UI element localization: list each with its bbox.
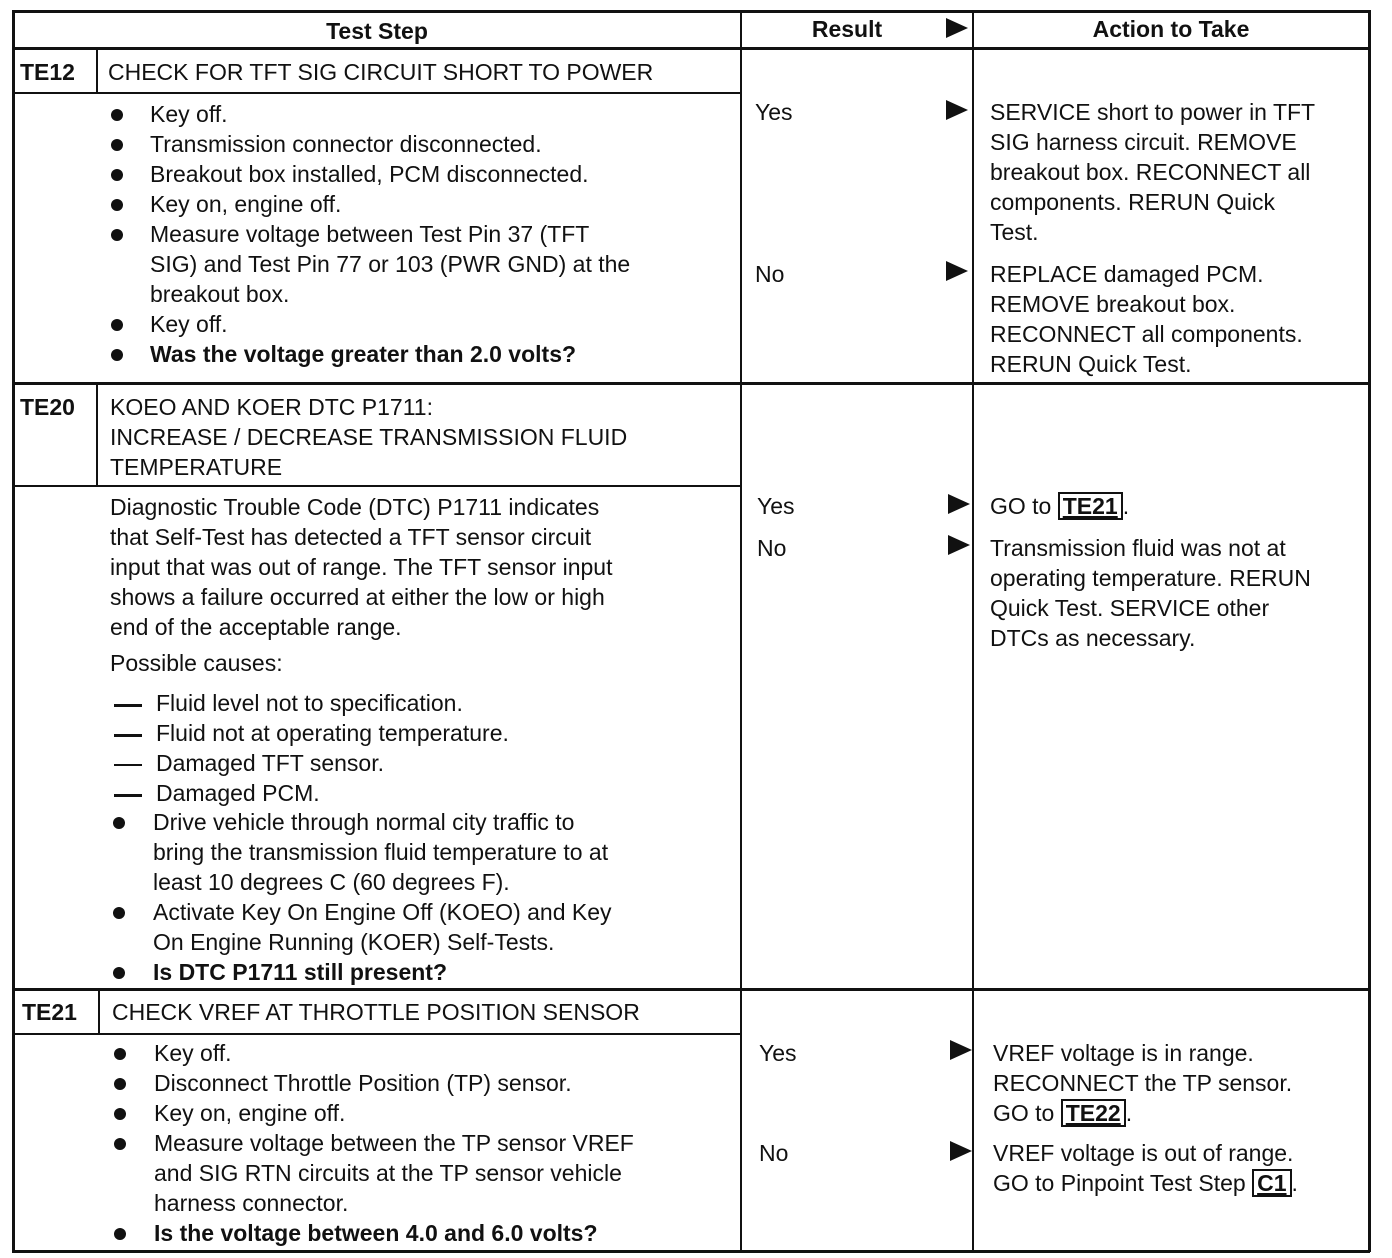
te21-yes-action: VREF voltage is in range. xyxy=(993,1040,1254,1066)
te12-step: Key off. xyxy=(150,101,228,127)
bullet-icon xyxy=(113,907,125,919)
te21-step-id: TE21 xyxy=(22,999,77,1025)
te12-no-action: RECONNECT all components. xyxy=(990,321,1303,347)
te12-no-action: REPLACE damaged PCM. xyxy=(990,261,1264,287)
te20-no-action: operating temperature. RERUN xyxy=(990,565,1311,591)
te21-yes-action-suffix: . xyxy=(1125,1100,1133,1126)
te22-reference-link[interactable]: TE22 xyxy=(1061,1099,1126,1127)
header-test-step: Test Step xyxy=(326,18,428,44)
result-arrow-icon xyxy=(950,1040,972,1060)
header-arrow-icon xyxy=(946,18,968,38)
te20-title: KOEO AND KOER DTC P1711: xyxy=(110,394,433,420)
te21-title-divider xyxy=(12,1033,740,1035)
te20-result-yes: Yes xyxy=(757,493,795,519)
te21-no-action-suffix: . xyxy=(1291,1170,1298,1196)
te20-title-divider xyxy=(12,485,740,487)
te12-result-yes: Yes xyxy=(755,99,793,125)
te20-description: Diagnostic Trouble Code (DTC) P1711 indicates xyxy=(110,494,600,520)
te20-yes-action-suffix: . xyxy=(1122,493,1130,519)
te21-result-yes: Yes xyxy=(759,1040,797,1066)
te20-id-divider xyxy=(96,385,98,487)
te12-step: Key off. xyxy=(150,311,228,337)
te20-step: least 10 degrees C (60 degrees F). xyxy=(153,869,510,895)
te21-question: Is the voltage between 4.0 and 6.0 volts? xyxy=(154,1220,598,1246)
header-result: Result xyxy=(811,16,883,42)
bullet-icon xyxy=(111,169,123,181)
bullet-icon xyxy=(114,1138,126,1150)
te20-no-action: Quick Test. SERVICE other xyxy=(990,595,1270,621)
te20-cause: Fluid not at operating temperature. xyxy=(156,720,509,746)
te20-description: input that was out of range. The TFT sensor input xyxy=(110,554,613,580)
dash-icon xyxy=(114,794,142,797)
te12-yes-action: breakout box. RECONNECT all xyxy=(990,159,1311,185)
te12-step: Transmission connector disconnected. xyxy=(150,131,542,157)
te20-question: Is DTC P1711 still present? xyxy=(153,959,448,985)
te20-step: Activate Key On Engine Off (KOEO) and Key xyxy=(153,899,612,925)
table-border-top xyxy=(12,10,1370,13)
te21-yes-action-goto xyxy=(993,1098,1132,1128)
result-column-divider xyxy=(740,10,742,1252)
header-divider xyxy=(12,47,1370,50)
te12-yes-action: SERVICE short to power in TFT xyxy=(990,99,1316,125)
te20-step-id: TE20 xyxy=(20,394,75,420)
te20-cause: Damaged TFT sensor. xyxy=(156,750,384,776)
bullet-icon xyxy=(111,229,123,241)
result-arrow-icon xyxy=(946,100,968,120)
te21-reference-link[interactable]: TE21 xyxy=(1058,492,1123,520)
bullet-icon xyxy=(114,1228,126,1240)
te21-result-no: No xyxy=(759,1140,789,1166)
te20-title: TEMPERATURE xyxy=(110,454,283,480)
header-action: Action to Take xyxy=(1092,16,1250,42)
dash-icon xyxy=(114,704,142,707)
bullet-icon xyxy=(113,967,125,979)
te12-step: Measure voltage between Test Pin 37 (TFT xyxy=(150,221,590,247)
te12-step-id: TE12 xyxy=(20,59,75,85)
te21-no-action-prefix: GO to Pinpoint Test Step xyxy=(993,1170,1246,1196)
te21-step: Key off. xyxy=(154,1040,232,1066)
te21-no-action: VREF voltage is out of range. xyxy=(993,1140,1294,1166)
bullet-icon xyxy=(111,139,123,151)
te20-yes-action-prefix: GO to xyxy=(990,493,1052,519)
te21-yes-action: RECONNECT the TP sensor. xyxy=(993,1070,1293,1096)
te20-description: end of the acceptable range. xyxy=(110,614,402,640)
row-divider-te21 xyxy=(12,988,1370,991)
te21-title: CHECK VREF AT THROTTLE POSITION SENSOR xyxy=(112,999,640,1025)
te12-title-divider xyxy=(12,92,740,94)
te20-no-action: DTCs as necessary. xyxy=(990,625,1196,651)
te21-yes-action-prefix: GO to xyxy=(993,1100,1055,1126)
te12-yes-action: Test. xyxy=(990,219,1039,245)
bullet-icon xyxy=(114,1108,126,1120)
bullet-icon xyxy=(114,1048,126,1060)
te12-question: Was the voltage greater than 2.0 volts? xyxy=(150,341,577,367)
te12-step: Breakout box installed, PCM disconnected. xyxy=(150,161,589,187)
te12-yes-action: components. RERUN Quick xyxy=(990,189,1276,215)
bullet-icon xyxy=(111,109,123,121)
te12-no-action: REMOVE breakout box. xyxy=(990,291,1236,317)
te12-result-no: No xyxy=(755,261,785,287)
te12-step: breakout box. xyxy=(150,281,290,307)
result-arrow-icon xyxy=(948,494,970,514)
table-border-bottom xyxy=(12,1250,1370,1253)
te21-step: harness connector. xyxy=(154,1190,349,1216)
te20-description: shows a failure occurred at either the low or high xyxy=(110,584,605,610)
te21-no-action-goto xyxy=(993,1168,1298,1198)
te12-step: SIG) and Test Pin 77 or 103 (PWR GND) at the xyxy=(150,251,631,277)
result-arrow-icon xyxy=(946,261,968,281)
table-border-left xyxy=(12,10,15,1252)
te21-step: Disconnect Throttle Position (TP) sensor. xyxy=(154,1070,572,1096)
te21-id-divider xyxy=(98,991,100,1035)
te21-step: Measure voltage between the TP sensor VREF xyxy=(154,1130,634,1156)
te20-step: bring the transmission fluid temperature to at xyxy=(153,839,609,865)
te20-cause: Fluid level not to specification. xyxy=(156,690,463,716)
te12-id-divider xyxy=(96,50,98,94)
te21-step: and SIG RTN circuits at the TP sensor vehicle xyxy=(154,1160,622,1186)
c1-reference-link[interactable]: C1 xyxy=(1252,1169,1291,1197)
te20-result-no: No xyxy=(757,535,787,561)
te20-no-action: Transmission fluid was not at xyxy=(990,535,1286,561)
te20-step: Drive vehicle through normal city traffic to xyxy=(153,809,575,835)
te20-description: that Self-Test has detected a TFT sensor circuit xyxy=(110,524,592,550)
te12-step: Key on, engine off. xyxy=(150,191,342,217)
te20-yes-action xyxy=(990,491,1129,521)
bullet-icon xyxy=(111,349,123,361)
te12-yes-action: SIG harness circuit. REMOVE xyxy=(990,129,1297,155)
dash-icon xyxy=(114,764,142,766)
te20-causes-label: Possible causes: xyxy=(110,650,283,676)
te21-step: Key on, engine off. xyxy=(154,1100,346,1126)
bullet-icon xyxy=(111,199,123,211)
te20-title: INCREASE / DECREASE TRANSMISSION FLUID xyxy=(110,424,628,450)
result-arrow-icon xyxy=(948,535,970,555)
row-divider-te20 xyxy=(12,382,1370,385)
te12-no-action: RERUN Quick Test. xyxy=(990,351,1192,377)
te12-title: CHECK FOR TFT SIG CIRCUIT SHORT TO POWER xyxy=(108,59,654,85)
bullet-icon xyxy=(113,817,125,829)
result-arrow-icon xyxy=(950,1141,972,1161)
dash-icon xyxy=(114,734,142,737)
bullet-icon xyxy=(114,1078,126,1090)
action-column-divider xyxy=(972,10,974,1252)
bullet-icon xyxy=(111,319,123,331)
te20-cause: Damaged PCM. xyxy=(156,780,320,806)
te20-step: On Engine Running (KOER) Self-Tests. xyxy=(153,929,555,955)
table-border-right xyxy=(1368,10,1371,1252)
